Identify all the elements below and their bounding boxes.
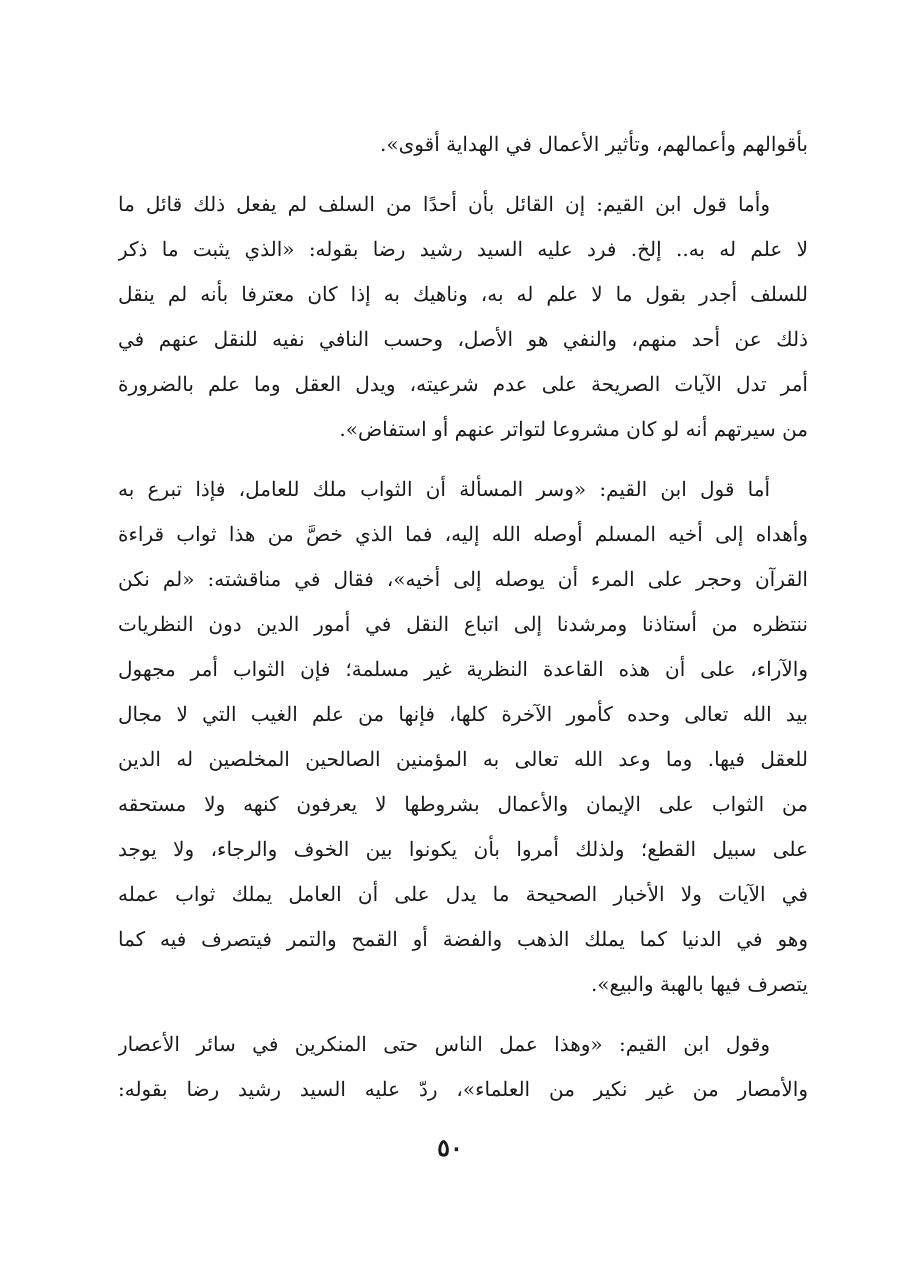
text-line: ننتظره من أستاذنا ومرشدنا إلى اتباع النقل في أمور الدين دون النظريات [118,612,808,636]
page-number: ٥٠ [437,1133,463,1162]
text-line: بيد الله تعالى وحده كأمور الآخرة كلها، فإنها من علم الغيب التي لا مجال [118,702,808,726]
text-line: على سبيل القطع؛ ولذلك أمروا بأن يكونوا بين الخوف والرجاء، ولا يوجد [118,837,808,861]
text-line: للعقل فيها. وما وعد الله تعالى به المؤمنين الصالحين المخلصين له الدين [118,747,808,771]
text-line: من سيرتهم أنه لو كان مشروعا لتواتر عنهم أو استفاض». [339,417,808,441]
text-line: أما قول ابن القيم: «وسر المسألة أن الثواب ملك للعامل، فإذا تبرع به [118,477,770,501]
paragraph-2 [118,182,808,452]
text-line: في الآيات ولا الأخبار الصحيحة ما يدل على أن العامل يملك ثواب عمله [118,882,808,906]
text-line: من الثواب على الإيمان والأعمال بشروطها لا يعرفون كنهه ولا مستحقه [118,792,808,816]
text-line: والآراء، على أن هذه القاعدة النظرية غير مسلمة؛ فإن الثواب أمر مجهول [118,657,808,681]
text-line: يتصرف فيها بالهبة والبيع». [590,972,808,996]
text-line: والأمصار من غير نكير من العلماء»، ردّ عليه السيد رشيد رضا بقوله: [118,1077,808,1101]
text-line: ذلك عن أحد منهم، والنفي هو الأصل، وحسب النافي نفيه للنقل عنهم في [118,327,808,351]
text-line: وأما قول ابن القيم: إن القائل بأن أحدًا من السلف لم يفعل ذلك قائل ما [118,192,770,216]
text-line: وأهداه إلى أخيه المسلم أوصله الله إليه، فما الذي خصَّ من هذا ثواب قراءة [118,522,808,546]
paragraph-4 [118,1022,808,1112]
page-body [118,122,808,1127]
text-line: بأقوالهم وأعمالهم، وتأثير الأعمال في الهداية أقوى». [380,132,808,156]
text-line: أمر تدل الآيات الصريحة على عدم شرعيته، ويدل العقل وما علم بالضرورة [118,372,808,396]
paragraph-1 [118,122,808,167]
text-line: القرآن وحجر على المرء أن يوصله إلى أخيه»، فقال في مناقشته: «لم نكن [118,567,808,591]
text-line: وهو في الدنيا كما يملك الذهب والفضة أو القمح والتمر فيتصرف فيه كما [118,927,808,951]
paragraph-3 [118,467,808,1007]
text-line: وقول ابن القيم: «وهذا عمل الناس حتى المنكرين في سائر الأعصار [118,1032,770,1056]
text-line: للسلف أجدر بقول ما لا علم له به، وناهيك به إذا كان معترفا بأنه لم ينقل [118,282,808,306]
text-line: لا علم له به.. إلخ. فرد عليه السيد رشيد رضا بقوله: «الذي يثبت ما ذكر [118,237,808,261]
